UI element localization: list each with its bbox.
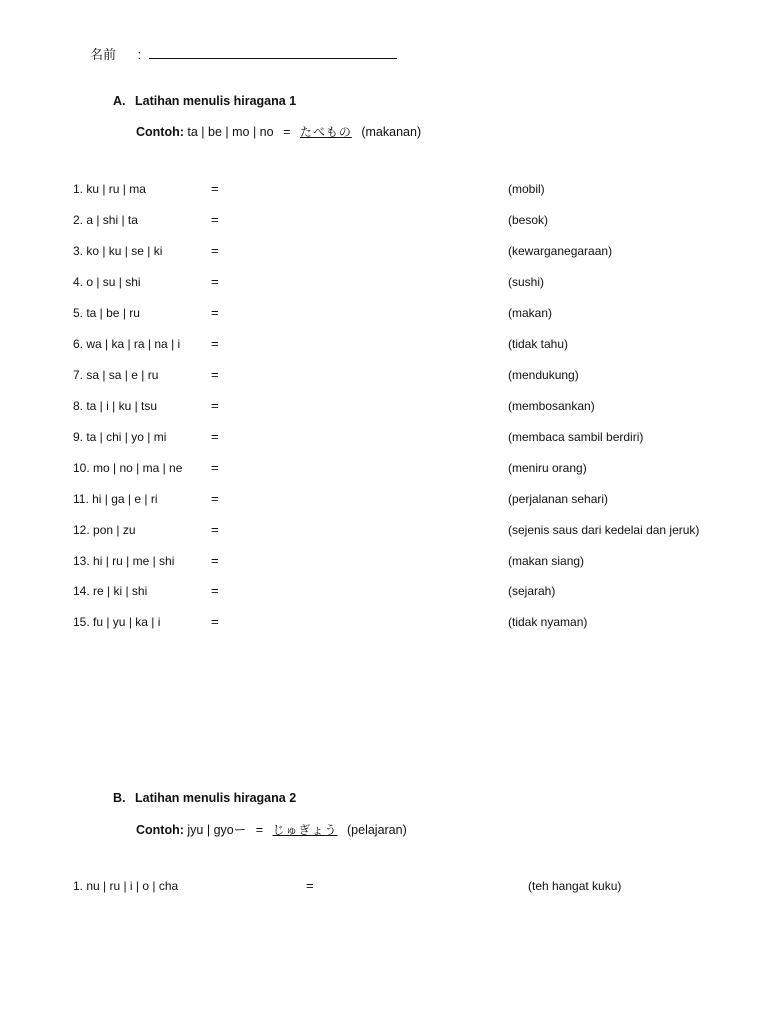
list-item: [73, 461, 753, 477]
item-equals: =: [211, 491, 219, 506]
item-equals: =: [211, 274, 219, 289]
example-kana: じゅぎょう: [272, 823, 338, 837]
item-equals: =: [211, 243, 219, 258]
item-meaning: (tidak tahu): [508, 337, 569, 351]
list-item: [73, 430, 753, 446]
list-item: [73, 306, 753, 322]
example-meaning: (pelajaran): [347, 823, 407, 837]
item-romaji: 6. wa | ka | ra | na | i: [73, 337, 181, 351]
example-kana: たべもの: [299, 125, 352, 139]
item-equals: =: [211, 614, 219, 629]
section-a-letter: A.: [113, 94, 126, 108]
name-field: [90, 44, 397, 63]
section-a-heading: [113, 94, 296, 108]
section-b-example: [136, 820, 407, 838]
item-romaji: 4. o | su | shi: [73, 275, 141, 289]
list-item: [73, 275, 753, 291]
item-meaning: (kewarganegaraan): [508, 244, 613, 258]
item-meaning: (sejenis saus dari kedelai dan jeruk): [508, 523, 700, 537]
example-meaning: (makanan): [361, 125, 422, 139]
name-colon: :: [137, 47, 142, 62]
item-romaji: 9. ta | chi | yo | mi: [73, 430, 167, 444]
list-item: [73, 182, 753, 198]
list-item: [73, 615, 753, 631]
name-blank-line[interactable]: [149, 47, 397, 59]
item-meaning: (mendukung): [508, 368, 579, 382]
section-a-example: [136, 123, 421, 140]
item-meaning: (tidak nyaman): [508, 615, 588, 629]
list-item: [73, 554, 753, 570]
item-romaji: 3. ko | ku | se | ki: [73, 244, 163, 258]
item-equals: =: [211, 212, 219, 227]
section-b-title: Latihan menulis hiragana 2: [135, 791, 297, 805]
item-equals: =: [211, 522, 219, 537]
item-equals: =: [211, 553, 219, 568]
item-romaji: 7. sa | sa | e | ru: [73, 368, 159, 382]
section-a-title: Latihan menulis hiragana 1: [135, 94, 297, 108]
list-item: [73, 879, 753, 895]
item-romaji: 1. nu | ru | i | o | cha: [73, 879, 179, 893]
item-romaji: 15. fu | yu | ka | i: [73, 615, 161, 629]
name-label: 名前: [90, 47, 117, 62]
item-romaji: 12. pon | zu: [73, 523, 136, 537]
item-meaning: (meniru orang): [508, 461, 587, 475]
example-equals: =: [283, 125, 291, 139]
item-meaning: (mobil): [508, 182, 545, 196]
item-meaning: (teh hangat kuku): [528, 879, 622, 893]
item-romaji: 13. hi | ru | me | shi: [73, 554, 175, 568]
section-b-letter: B.: [113, 791, 126, 805]
item-meaning: (besok): [508, 213, 549, 227]
item-meaning: (membaca sambil berdiri): [508, 430, 644, 444]
item-romaji: 5. ta | be | ru: [73, 306, 140, 320]
item-romaji: 11. hi | ga | e | ri: [73, 492, 158, 506]
item-equals: =: [306, 878, 314, 893]
list-item: [73, 523, 753, 539]
list-item: [73, 213, 753, 229]
list-item: [73, 244, 753, 260]
item-meaning: (makan): [508, 306, 553, 320]
item-equals: =: [211, 460, 219, 475]
item-meaning: (sushi): [508, 275, 545, 289]
item-meaning: (perjalanan sehari): [508, 492, 609, 506]
item-equals: =: [211, 305, 219, 320]
list-item: [73, 492, 753, 508]
item-romaji: 2. a | shi | ta: [73, 213, 138, 227]
example-label: Contoh:: [136, 823, 184, 837]
item-equals: =: [211, 336, 219, 351]
item-equals: =: [211, 429, 219, 444]
item-meaning: (sejarah): [508, 584, 556, 598]
item-equals: =: [211, 181, 219, 196]
item-meaning: (makan siang): [508, 554, 585, 568]
item-equals: =: [211, 367, 219, 382]
example-equals: =: [255, 823, 264, 837]
item-romaji: 14. re | ki | shi: [73, 584, 148, 598]
list-item: [73, 368, 753, 384]
item-equals: =: [211, 398, 219, 413]
example-label: Contoh:: [136, 125, 184, 139]
list-item: [73, 584, 753, 600]
item-romaji: 10. mo | no | ma | ne: [73, 461, 183, 475]
item-meaning: (membosankan): [508, 399, 595, 413]
list-item: [73, 337, 753, 353]
item-romaji: 1. ku | ru | ma: [73, 182, 146, 196]
section-b-heading: [113, 791, 296, 805]
example-romaji: ta | be | mo | no: [187, 125, 274, 139]
list-item: [73, 399, 753, 415]
example-romaji: jyu | gyoー: [187, 823, 247, 837]
item-romaji: 8. ta | i | ku | tsu: [73, 399, 158, 413]
item-equals: =: [211, 583, 219, 598]
